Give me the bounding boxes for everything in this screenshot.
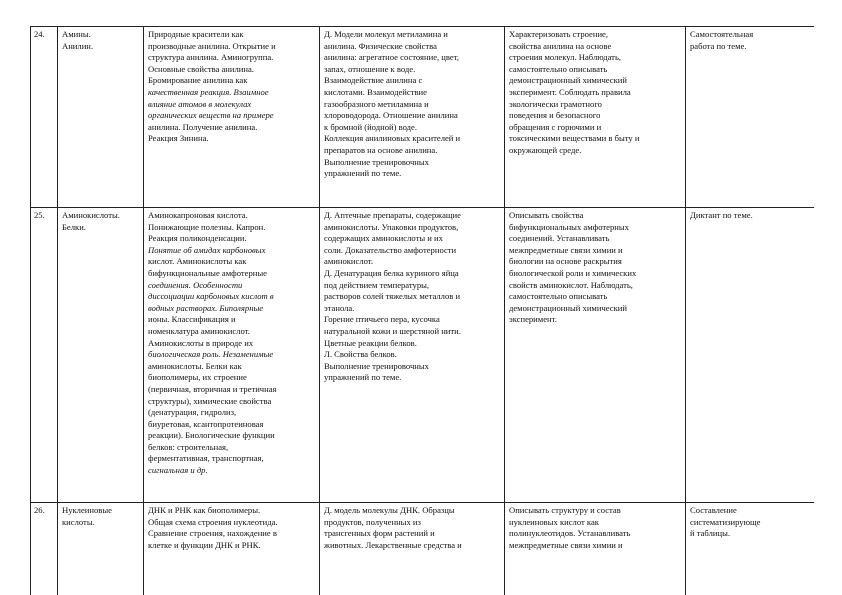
demo-line: продуктов, полученных из — [324, 516, 421, 527]
demo-line: упражнений по теме. — [324, 372, 402, 383]
lesson-number-cell: 26. — [31, 503, 58, 595]
demo-line: Коллекция анилиновых красителей и — [324, 133, 461, 144]
content-line: номенклатура аминокислот. — [148, 325, 250, 336]
demo-line: препаратов на основе анилина. — [324, 144, 438, 155]
content-line: бифункциональные амфотерные — [148, 267, 267, 278]
content-line: производные анилина. Открытие и — [148, 40, 276, 51]
activity-line: соединений. Устанавливать — [509, 233, 610, 244]
demo-line: Д. Денатурация белка куриного яйца — [324, 267, 459, 278]
topic-line: Анилин. — [62, 40, 94, 51]
activity-line: самостоятельно описывать — [509, 63, 608, 74]
content-line: влияние атомов в молекулах — [148, 98, 252, 109]
demo-line: Л. Свойства белков. — [324, 349, 397, 360]
content-line: биуретовая, ксантопротеиновая — [148, 418, 264, 429]
content-line: соединения. Особенности — [148, 279, 243, 290]
content-line: кислот. Аминокислоты как — [148, 256, 247, 267]
activity-line: эксперимент. Соблюдать правила — [509, 86, 631, 97]
content-line: анилина. Получение анилина. — [148, 121, 258, 132]
demo-line: анилина: агрегатное состояние, цвет, — [324, 52, 459, 63]
demo-line: растворов солей тяжелых металлов и — [324, 291, 461, 302]
demo-line: аминокислоты. Упаковки продуктов, — [324, 221, 459, 232]
content-line: (денатурация, гидролиз, — [148, 407, 237, 418]
activity-line: межпредметные связи химии и — [509, 244, 623, 255]
activity-line: строения молекул. Наблюдать, — [509, 52, 622, 63]
demo-line: трансгенных форм растений и — [324, 528, 435, 539]
lesson-number-cell: 25. — [31, 208, 58, 503]
activity-line: полинуклеотидов. Устанавливать — [509, 528, 631, 539]
lesson-topic-cell — [58, 503, 144, 595]
demo-line: содержащих аминокислоты и их — [324, 233, 443, 244]
lesson-content-cell — [144, 503, 320, 595]
activity-line: межпредметные связи химии и — [509, 539, 623, 550]
content-line: белков: строительная, — [148, 441, 229, 452]
activity-line: Описывать структуру и состав — [509, 505, 621, 515]
content-line: Природные красители как — [148, 29, 244, 39]
demo-line: аминокислот. — [324, 256, 374, 267]
content-line: Реакция Зинина. — [148, 133, 209, 144]
activity-line: нуклеиновых кислот как — [509, 516, 599, 527]
control-line: Диктант по теме. — [690, 210, 753, 220]
lesson-number-cell: 24. — [31, 27, 58, 208]
content-line: биологическая роль. Незаменимые — [148, 349, 274, 360]
content-line: биополимеры, их строение — [148, 372, 247, 383]
demo-line: запах, отношение к воде. — [324, 63, 416, 74]
content-line: Понижающие полезны. Капрон. — [148, 221, 266, 232]
content-line: Аминокислоты в природе их — [148, 337, 254, 348]
table-row — [31, 27, 815, 208]
demo-line: Д. модель молекулы ДНК. Образцы — [324, 505, 455, 515]
content-line: реакции). Биологические функции — [148, 430, 275, 441]
content-line: Сравнение строения, нахождение в — [148, 528, 277, 539]
topic-line: Амины. — [62, 29, 91, 39]
table-row — [31, 208, 815, 503]
student-activity-cell — [505, 503, 686, 595]
control-form-cell — [686, 27, 815, 208]
content-line: аминокислоты. Белки как — [148, 360, 242, 371]
activity-line: биологической роли и химических — [509, 267, 637, 278]
demo-line: Горение птичьего пера, кусочка — [324, 314, 440, 325]
demo-line: Д. Модели молекул метиламина и — [324, 29, 448, 39]
thematic-plan-table — [30, 26, 814, 595]
content-line: ДНК и РНК как биополимеры. — [148, 505, 261, 515]
demo-line: Цветные реакции белков. — [324, 337, 417, 348]
activity-line: окружающей среде. — [509, 144, 582, 155]
lesson-topic-cell — [58, 27, 144, 208]
content-line: Основные свойства анилина. — [148, 63, 254, 74]
content-line: структура анилина. Аминогруппа. — [148, 52, 274, 63]
activity-line: биологии на основе раскрытия — [509, 256, 622, 267]
demo-line: газообразного метиламина и — [324, 98, 429, 109]
topic-line: Аминокислоты. — [62, 210, 120, 220]
content-line: ионы. Классификация и — [148, 314, 236, 325]
demo-line: соли. Доказательство амфотерности — [324, 244, 457, 255]
demo-line: этанола. — [324, 302, 355, 313]
content-line: Бромирование анилина как — [148, 75, 248, 86]
demo-line: животных. Лекарственные средства и — [324, 539, 462, 550]
demonstrations-cell — [320, 208, 505, 503]
activity-line: обращения с горючими и — [509, 121, 602, 132]
control-line: систематизирующе — [690, 516, 761, 527]
demonstrations-cell — [320, 27, 505, 208]
activity-line: свойства анилина на основе — [509, 40, 612, 51]
content-line: ферментативная, транспортная, — [148, 453, 264, 464]
activity-line: демонстрационный химический — [509, 302, 627, 313]
student-activity-cell — [505, 208, 686, 503]
activity-line: самостоятельно описывать — [509, 291, 608, 302]
demo-line: к бромной (йодной) воде. — [324, 121, 417, 132]
activity-line: эксперимент. — [509, 314, 557, 325]
topic-line: Белки. — [62, 221, 86, 232]
activity-line: свойств аминокислот. Наблюдать, — [509, 279, 633, 290]
control-line: Самостоятельная — [690, 29, 754, 39]
content-line: Реакция поликонденсации. — [148, 233, 247, 244]
topic-line: кислоты. — [62, 516, 95, 527]
content-line: сигнальная и др. — [148, 465, 208, 476]
demo-line: натуральной кожи и шерстяной нити. — [324, 325, 461, 336]
control-form-cell — [686, 503, 815, 595]
demonstrations-cell — [320, 503, 505, 595]
activity-line: Характеризовать строение, — [509, 29, 609, 39]
demo-line: под действием температуры, — [324, 279, 430, 290]
table-row — [31, 503, 815, 595]
content-line: диссоциации карбоновых кислот в — [148, 291, 274, 302]
demo-line: упражнений по теме. — [324, 168, 402, 179]
control-line: Составление — [690, 505, 737, 515]
content-line: Понятие об амидах карбоновых — [148, 244, 266, 255]
demo-line: Выполнение тренировочных — [324, 360, 429, 371]
control-line: работа по теме. — [690, 40, 747, 51]
topic-line: Нуклеиновые — [62, 505, 112, 515]
content-line: структуры), химические свойства — [148, 395, 272, 406]
content-line: Аминокапроновая кислота. — [148, 210, 248, 220]
activity-line: бифункциональных амфотерных — [509, 221, 629, 232]
demo-line: кислотами. Взаимодействие — [324, 86, 427, 97]
activity-line: Описывать свойства — [509, 210, 584, 220]
activity-line: демонстрационный химический — [509, 75, 627, 86]
activity-line: экологически грамотного — [509, 98, 602, 109]
demo-line: Взаимодействие анилина с — [324, 75, 423, 86]
demo-line: Выполнение тренировочных — [324, 156, 429, 167]
content-line: Общая схема строения нуклеотида. — [148, 516, 278, 527]
lesson-content-cell — [144, 27, 320, 208]
lesson-topic-cell — [58, 208, 144, 503]
content-line: качественная реакция. Взаимное — [148, 86, 269, 97]
student-activity-cell — [505, 27, 686, 208]
control-line: й таблицы. — [690, 528, 730, 539]
demo-line: Д. Аптечные препараты, содержащие — [324, 210, 461, 220]
content-line: органических веществ на примере — [148, 110, 274, 121]
activity-line: поведения и безопасного — [509, 110, 601, 121]
curriculum-page — [30, 26, 814, 595]
demo-line: анилина. Физические свойства — [324, 40, 437, 51]
content-line: (первичная, вторичная и третичная — [148, 383, 277, 394]
control-form-cell — [686, 208, 815, 503]
lesson-content-cell — [144, 208, 320, 503]
content-line: водных растворах. Биполярные — [148, 302, 264, 313]
demo-line: хлороводорода. Отношение анилина — [324, 110, 458, 121]
content-line: клетке и функции ДНК и РНК. — [148, 539, 261, 550]
activity-line: токсическими веществами в быту и — [509, 133, 640, 144]
